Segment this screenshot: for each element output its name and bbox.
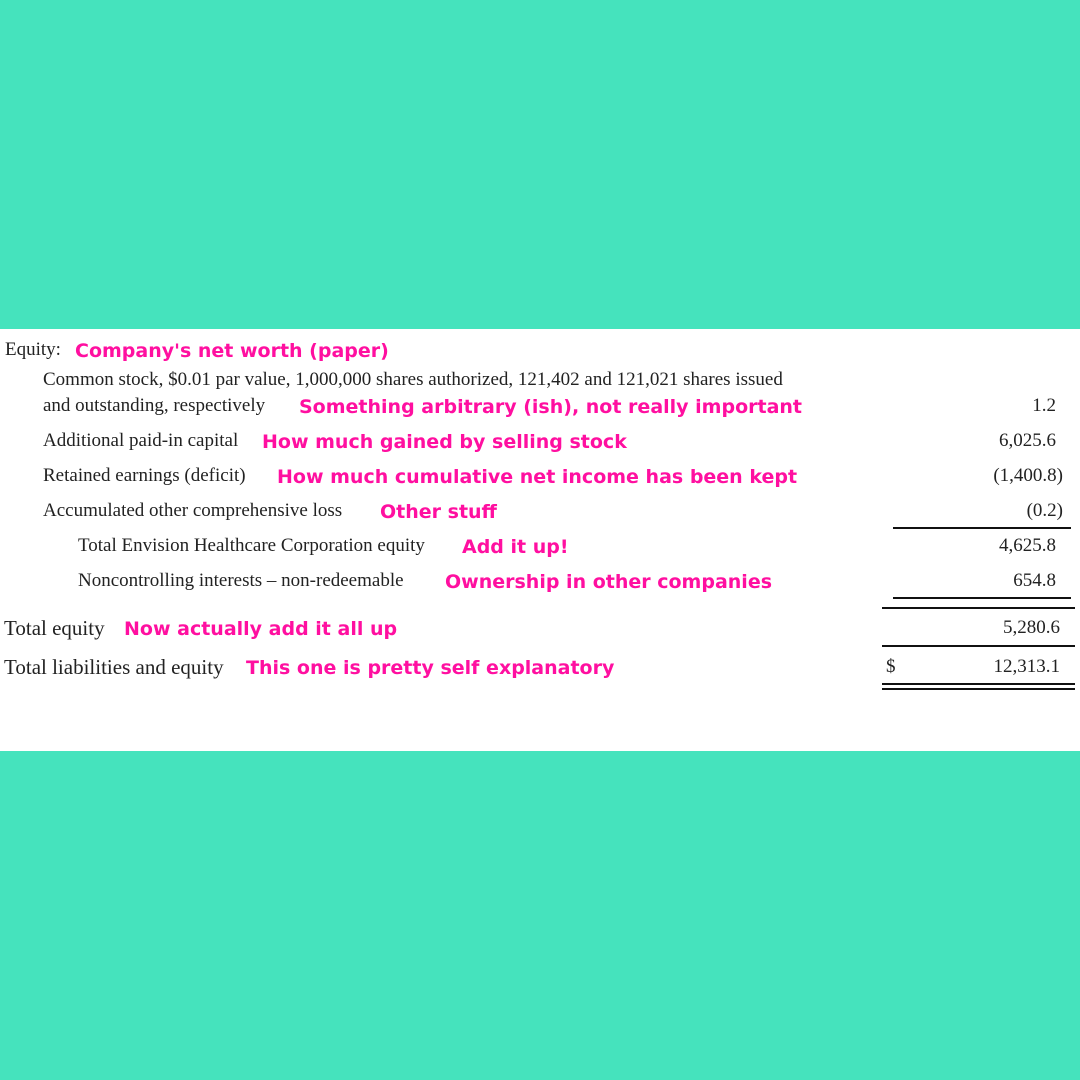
currency-symbol: $	[886, 656, 896, 677]
total-equity-rule-top	[893, 597, 1071, 599]
envision-equity-note: Add it up!	[462, 536, 569, 558]
total-liabilities-equity-label: Total liabilities and equity	[4, 655, 224, 679]
equity-heading-note: Company's net worth (paper)	[75, 340, 389, 362]
total-equity-label: Total equity	[4, 616, 105, 640]
apic-value: 6,025.6	[999, 430, 1056, 451]
retained-earnings-note: How much cumulative net income has been kept	[277, 466, 798, 488]
common-stock-note: Something arbitrary (ish), not really important	[299, 396, 803, 418]
envision-equity-value: 4,625.8	[999, 535, 1056, 556]
double-rule-1	[882, 683, 1075, 685]
equity-heading: Equity:	[5, 339, 61, 360]
total-liabilities-rule-top	[882, 645, 1075, 647]
double-rule-2	[882, 688, 1075, 690]
aoci-label: Accumulated other comprehensive loss	[43, 500, 343, 521]
total-equity-value: 5,280.6	[1003, 617, 1060, 638]
noncontrolling-value: 654.8	[1013, 570, 1056, 591]
noncontrolling-note: Ownership in other companies	[445, 571, 773, 593]
apic-label: Additional paid-in capital	[43, 430, 239, 451]
apic-note: How much gained by selling stock	[262, 431, 627, 453]
noncontrolling-label: Noncontrolling interests – non-redeemable	[78, 570, 404, 591]
total-equity-rule-top2	[882, 607, 1075, 609]
balance-sheet-panel	[0, 329, 1080, 751]
common-stock-label-line1: Common stock, $0.01 par value, 1,000,000 shares authorized, 121,402 and 121,021 shares issued	[43, 369, 783, 390]
total-liabilities-equity-note: This one is pretty self explanatory	[246, 657, 615, 679]
aoci-note: Other stuff	[380, 501, 497, 523]
total-liabilities-equity-value: 12,313.1	[993, 656, 1060, 677]
common-stock-value: 1.2	[1032, 395, 1056, 416]
total-equity-note: Now actually add it all up	[124, 618, 398, 640]
subtotal-rule	[893, 527, 1071, 529]
retained-earnings-label: Retained earnings (deficit)	[43, 465, 246, 486]
envision-equity-label: Total Envision Healthcare Corporation equity	[78, 535, 425, 556]
retained-earnings-value: (1,400.8)	[993, 465, 1063, 486]
aoci-value: (0.2)	[1026, 500, 1063, 521]
common-stock-label-line2: and outstanding, respectively	[43, 395, 266, 416]
